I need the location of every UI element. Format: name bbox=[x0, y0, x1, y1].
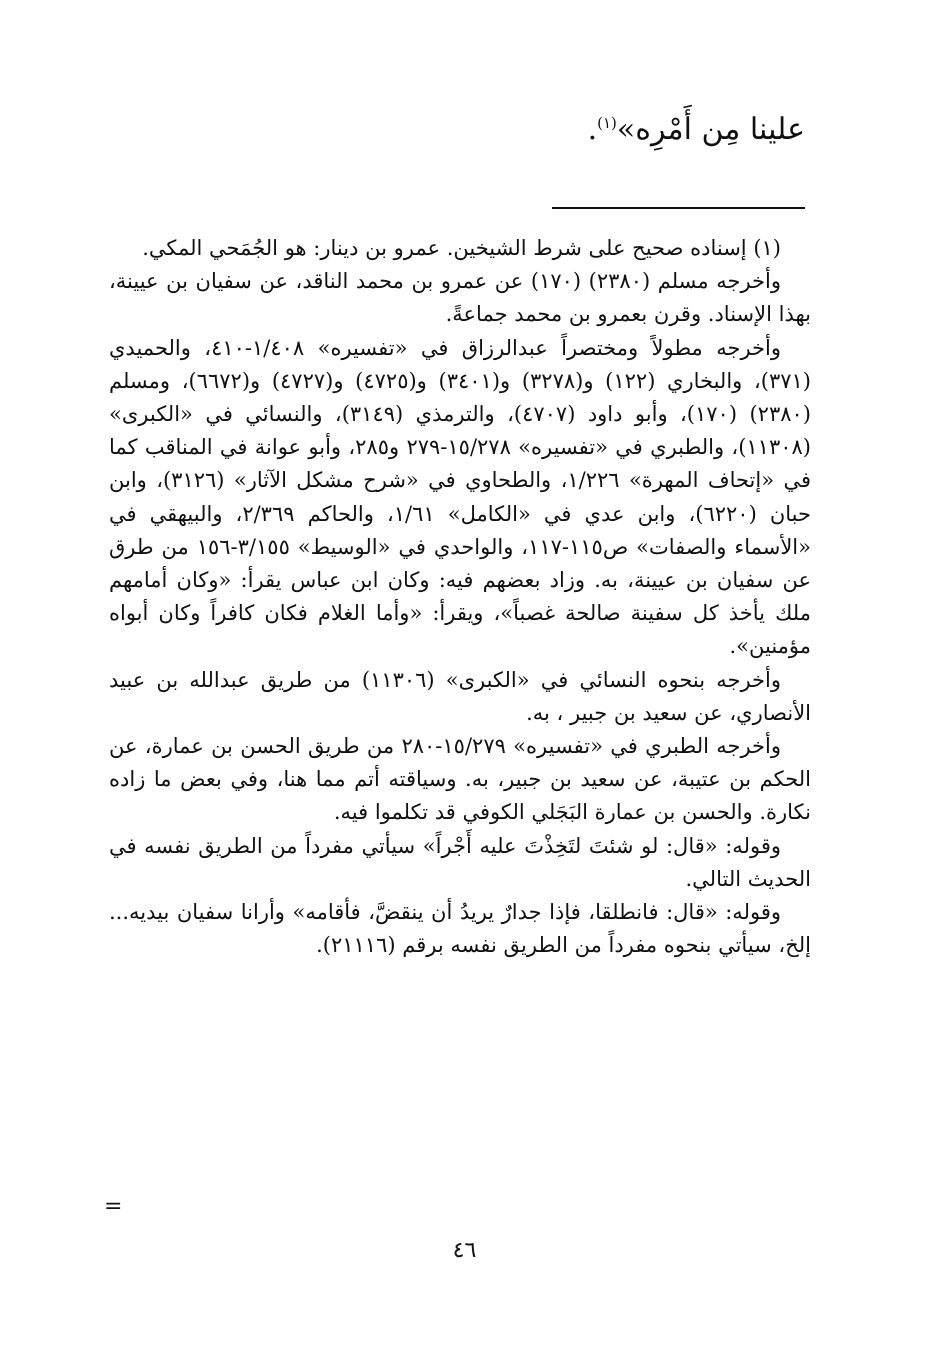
footnote-paragraph: وأخرجه الطبري في «تفسيره» ١٥/٢٧٩-٢٨٠ من طريق الحسن بن عمارة، عن الحكم بن عتيبة، عن سعيد بن جبير، به. وسياقته أتم مما هنا، وفي بعض ما زاده نكارة. والحسن بن عمارة البَجَلي الكوفي قد تكلموا فيه. bbox=[109, 734, 811, 825]
footnote-reference: (١) bbox=[597, 114, 617, 132]
footnote-paragraph: وأخرجه مسلم (٢٣٨٠) (١٧٠) عن عمرو بن محمد الناقد، عن سفيان بن عيينة، بهذا الإسناد. وقرن بعمرو بن محمد جماعةً. bbox=[109, 269, 811, 327]
footnotes-section bbox=[109, 232, 811, 962]
footnote-paragraph: (١) إسناده صحيح على شرط الشيخين. عمرو بن دينار: هو الجُمَحي المكي. bbox=[142, 236, 781, 260]
footnote-paragraph: وأخرجه مطولاً ومختصراً عبدالرزاق في «تفسيره» ١/٤٠٨-٤١٠، والحميدي (٣٧١)، والبخاري (١٢٢) و(٣٢٧٨) و(٣٤٠١) و(٤٧٢٥) و(٤٧٢٧) و(٦٦٧٢)، ومسلم (٢٣٨٠) (١٧٠)، وأبو داود (٤٧٠٧)، والترمذي (٣١٤٩)، والنسائي في «الكبرى» (١١٣٠٨)، والطبري في «تفسيره» ١٥/٢٧٨-٢٧٩ و٢٨٥، وأبو عوانة في المناقب كما في «إتحاف المهرة» ١/٢٢٦، والطحاوي في «شرح مشكل الآثار» (٣١٢٦)، وابن حبان (٦٢٢٠)، وابن عدي في «الكامل» ١/٦١، والحاكم ٢/٣٦٩، والبيهقي في «الأسماء والصفات» ص١١٥-١١٧، والواحدي في «الوسيط» ٣/١٥٥-١٥٦ من طرق عن سفيان بن عيينة، به. وزاد بعضهم فيه: وكان ابن عباس يقرأ: «وكان أمامهم ملك يأخذ كل سفينة صالحة غصباً»، ويقرأ: «وأما الغلام فكان كافراً وكان أبواه مؤمنين». bbox=[109, 335, 812, 659]
main-text-line bbox=[115, 108, 805, 152]
footnote-paragraph: وأخرجه بنحوه النسائي في «الكبرى» (١١٣٠٦) من طريق عبدالله بن عبيد الأنصاري، عن سعيد بن جبير ، به. bbox=[109, 667, 811, 725]
continuation-mark: = bbox=[104, 1194, 123, 1219]
footnote-paragraph: وقوله: «قال: فانطلقا، فإذا جدارٌ يريدُ أن ينقضَّ، فأقامه» وأرانا سفيان بيديه... إلخ، سيأتي بنحوه مفرداً من الطريق نفسه برقم (٢١١١٦). bbox=[109, 900, 811, 958]
page-number: ٤٦ bbox=[452, 1238, 477, 1263]
main-text-end: . bbox=[587, 112, 598, 147]
footnote-separator bbox=[552, 207, 805, 209]
main-text: علينا مِن أَمْرِه» bbox=[616, 112, 805, 147]
footnote-paragraph: وقوله: «قال: لو شئتَ لتَخِذْتَ عليه أَجْراً» سيأتي مفرداً من الطريق نفسه في الحديث التالي. bbox=[109, 833, 811, 891]
